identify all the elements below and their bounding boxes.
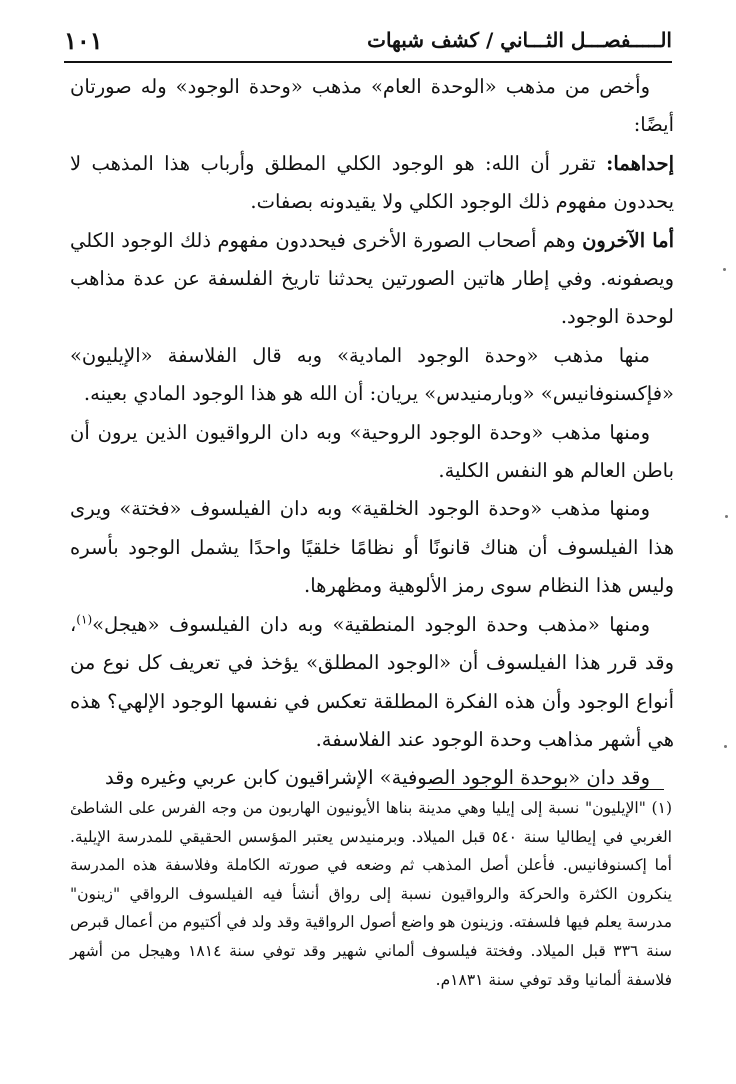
lead-word-second: أما الآخرون	[582, 228, 674, 252]
running-header	[64, 22, 672, 62]
footnote-1: (١) "الإيليون" نسبة إلى إيليا وهي مدينة بناها الأيونيون الهاربون من وجه الفرس على الشاطئ الغربي في إيطاليا سنة ٥٤٠ قبل الميلاد. وبرمنيدس يعتبر المؤسس الحقيقي للمدرسة الإيلية. أما إكسنوفانيس. فأعلن أصل المذهب ثم وضعه في صورته الكاملة وفلاسفة هذه المدرسة ينكرون الكثرة والحركة والرواقيون نسبة إلى رواق أنشأ فيه الفيلسوف الرواقي "زينون" مدرسة يعلم فيها فلسفته. وزينون هو واضع أصول الرواقية وقد ولد في أكتيوم من أعمال قبرص سنة ٣٣٦ قبل الميلاد. وفختة فيلسوف ألماني شهير وقد توفي سنة ١٨١٤ وهيجل من أشهر فلاسفة ألمانيا وقد توفي سنة ١٨٣١م.	[69, 799, 673, 989]
scan-speck	[724, 745, 727, 748]
lead-word-first: إحداهما:	[606, 151, 674, 175]
paragraph-2-text: تقرر أن الله: هو الوجود الكلي المطلق وأرباب هذا المذهب لا يحددون مفهوم ذلك الوجود الكلي ولا يقيدونه بصفات.	[70, 151, 674, 214]
paragraph-7	[70, 606, 674, 760]
chapter-title: الـــــفصـــل الثـــاني / كشف شبهات	[367, 28, 672, 52]
paragraph-3	[70, 222, 674, 337]
scan-speck	[725, 515, 728, 518]
paragraph-4: منها مذهب «وحدة الوجود المادية» وبه قال الفلاسفة «الإيليون» «فإكسنوفانيس» «وبارمنيدس» يريان: أن الله هو هذا الوجود المادي بعينه.	[70, 343, 674, 406]
footnote-rule	[428, 789, 664, 790]
paragraph-7-end: ، وقد قرر هذا الفيلسوف أن «الوجود المطلق» يؤخذ في تعريف كل نوع من أنواع الوجود وأن هذه الفكرة المطلقة تعكس في نفسها الوجود الإلهي؟ هذه هي أشهر مذاهب وحدة الوجود عند الفلاسفة.	[70, 612, 674, 751]
paragraph-8: وقد دان «بوحدة الوجود الصوفية» الإشراقيون كابن عربي وغيره وقد	[105, 766, 650, 790]
paragraph-5: ومنها مذهب «وحدة الوجود الروحية» وبه دان الرواقيون الذين يرون أن باطن العالم هو النفس الكلية.	[70, 420, 674, 483]
footnotes	[70, 794, 672, 994]
paragraph-1: وأخص من مذهب «الوحدة العام» مذهب «وحدة الوجود» وله صورتان أيضًا:	[70, 75, 674, 137]
header-rule	[64, 61, 672, 63]
paragraph-2	[70, 145, 674, 222]
paragraph-7-start: ومنها «مذهب وحدة الوجود المنطقية» وبه دان الفيلسوف «هيجل»	[92, 612, 650, 636]
footnote-reference[interactable]: (١)	[76, 612, 93, 627]
paragraph-6: ومنها مذهب «وحدة الوجود الخلقية» وبه دان الفيلسوف «فختة» ويرى هذا الفيلسوف أن هناك قانونًا أو نظامًا خلقيًا واحدًا يشمل الوجود بأسره وليس هذا النظام سوى رمز الألوهية ومظهرها.	[70, 497, 674, 598]
scan-speck	[723, 268, 726, 271]
page-number: ١٠١	[64, 26, 103, 55]
main-text	[70, 68, 674, 798]
paragraph-3-text: وهم أصحاب الصورة الأخرى فيحددون مفهوم ذلك الوجود الكلي ويصفونه. وفي إطار هاتين الصورتين يحدثنا تاريخ الفلسفة عن عدة مذاهب لوحدة الوجود.	[70, 228, 674, 329]
